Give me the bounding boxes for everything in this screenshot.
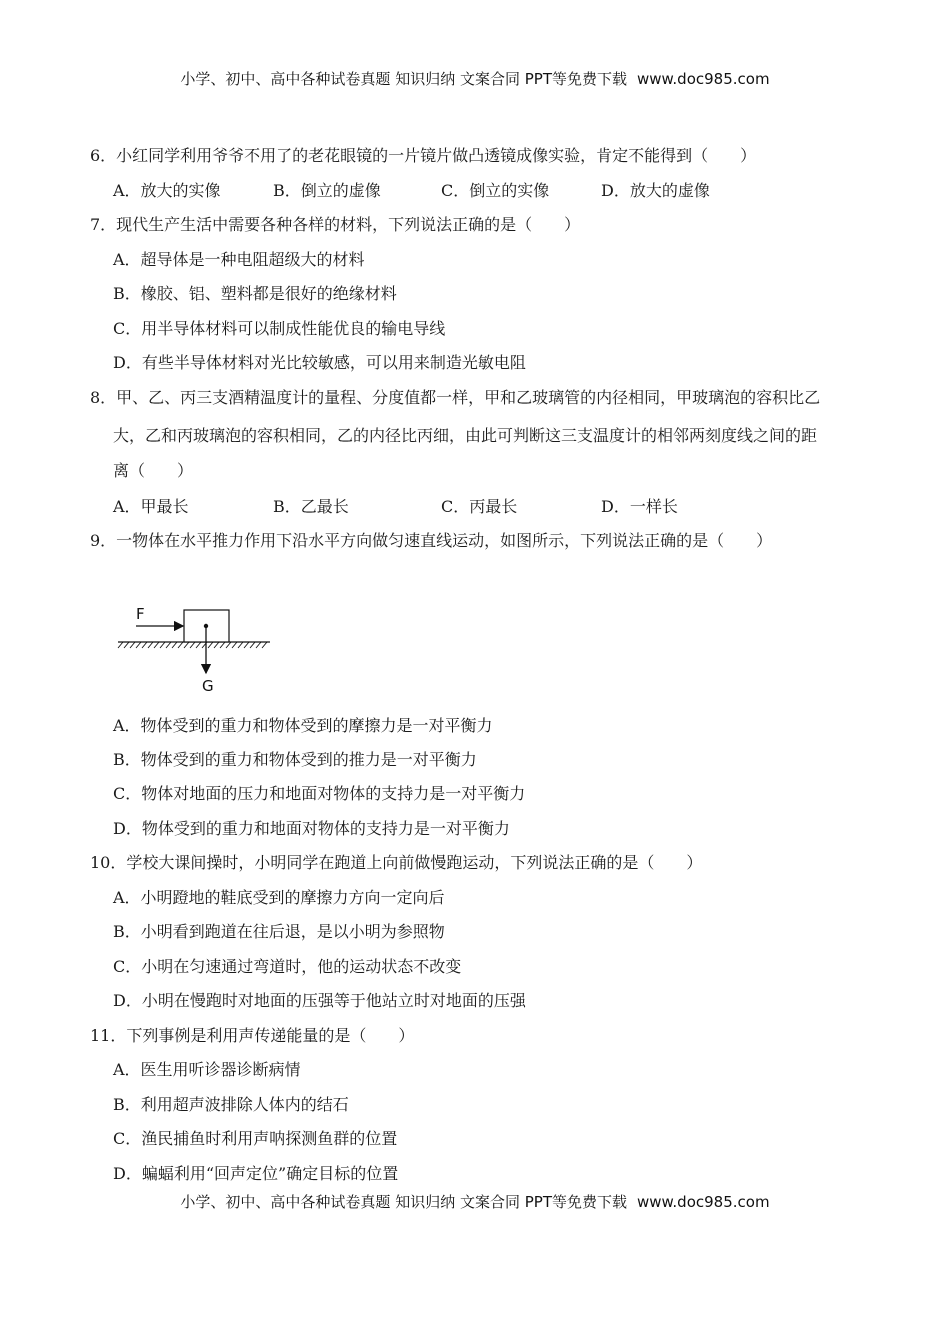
header-text: 小学、初中、高中各种试卷真题 知识归纳 文案合同 PPT等免费下载	[180, 70, 627, 88]
question-8-stem-line-2: 大，乙和丙玻璃泡的容积相同，乙的内径比丙细，由此可判断这三支温度计的相邻两刻度线之间的距	[113, 426, 818, 445]
question-8-options	[113, 495, 833, 519]
gravity-g-label: G	[202, 677, 214, 695]
question-9-option-d: D．物体受到的重力和地面对物体的支持力是一对平衡力	[113, 819, 510, 838]
question-9-option-c: C．物体对地面的压力和地面对物体的支持力是一对平衡力	[113, 784, 526, 803]
question-11-option-d: D．蝙蝠利用“回声定位”确定目标的位置	[113, 1164, 399, 1183]
force-diagram	[110, 595, 280, 700]
question-10-option-c: C．小明在匀速通过弯道时，他的运动状态不改变	[113, 957, 462, 976]
page-header	[0, 68, 950, 89]
question-11-stem: 11．下列事例是利用声传递能量的是（ ）	[90, 1026, 415, 1045]
question-10-option-a: A．小明蹬地的鞋底受到的摩擦力方向一定向后	[113, 888, 445, 907]
question-10-option-b: B．小明看到跑道在往后退，是以小明为参照物	[113, 922, 445, 941]
question-7-option-c: C．用半导体材料可以制成性能优良的输电导线	[113, 319, 446, 338]
question-7-option-b: B．橡胶、铝、塑料都是很好的绝缘材料	[113, 284, 397, 303]
question-8-option-b: B．乙最长	[273, 497, 349, 516]
question-8-option-c: C．丙最长	[441, 497, 518, 516]
question-8-option-d: D．一样长	[601, 497, 678, 516]
header-site: www.doc985.com	[636, 70, 770, 88]
question-7-option-d: D．有些半导体材料对光比较敏感，可以用来制造光敏电阻	[113, 353, 526, 372]
question-6-stem: 6．小红同学利用爷爷不用了的老花眼镜的一片镜片做凸透镜成像实验，肯定不能得到（ ）	[90, 146, 757, 165]
question-10-option-d: D．小明在慢跑时对地面的压强等于他站立时对地面的压强	[113, 991, 526, 1010]
question-9-option-a: A．物体受到的重力和物体受到的摩擦力是一对平衡力	[113, 716, 493, 735]
question-9-option-b: B．物体受到的重力和物体受到的推力是一对平衡力	[113, 750, 477, 769]
footer-site: www.doc985.com	[636, 1193, 770, 1211]
question-11-option-c: C．渔民捕鱼时利用声呐探测鱼群的位置	[113, 1129, 398, 1148]
question-9-stem: 9．一物体在水平推力作用下沿水平方向做匀速直线运动，如图所示，下列说法正确的是（ ）	[90, 531, 773, 550]
footer-text: 小学、初中、高中各种试卷真题 知识归纳 文案合同 PPT等免费下载	[180, 1193, 627, 1211]
question-11-option-a: A．医生用听诊器诊断病情	[113, 1060, 301, 1079]
question-8-stem-line-1: 8．甲、乙、丙三支酒精温度计的量程、分度值都一样，甲和乙玻璃管的内径相同，甲玻璃泡的容积比乙	[90, 388, 821, 407]
question-6-option-b: B．倒立的虚像	[273, 181, 381, 200]
question-8-option-a: A．甲最长	[113, 497, 189, 516]
page-footer	[0, 1191, 950, 1212]
question-6-option-c: C．倒立的实像	[441, 181, 550, 200]
question-6-option-a: A．放大的实像	[113, 181, 221, 200]
question-6-options	[113, 179, 833, 203]
force-f-label: F	[136, 605, 145, 623]
question-7-stem: 7．现代生产生活中需要各种各样的材料，下列说法正确的是（ ）	[90, 215, 581, 234]
question-7-option-a: A．超导体是一种电阻超级大的材料	[113, 250, 365, 269]
question-6-option-d: D．放大的虚像	[601, 181, 710, 200]
question-8-stem-line-3: 离（ ）	[113, 461, 194, 480]
ground-hatching	[118, 642, 267, 648]
question-10-stem: 10．学校大课间操时，小明同学在跑道上向前做慢跑运动，下列说法正确的是（ ）	[90, 853, 703, 872]
question-11-option-b: B．利用超声波排除人体内的结石	[113, 1095, 349, 1114]
